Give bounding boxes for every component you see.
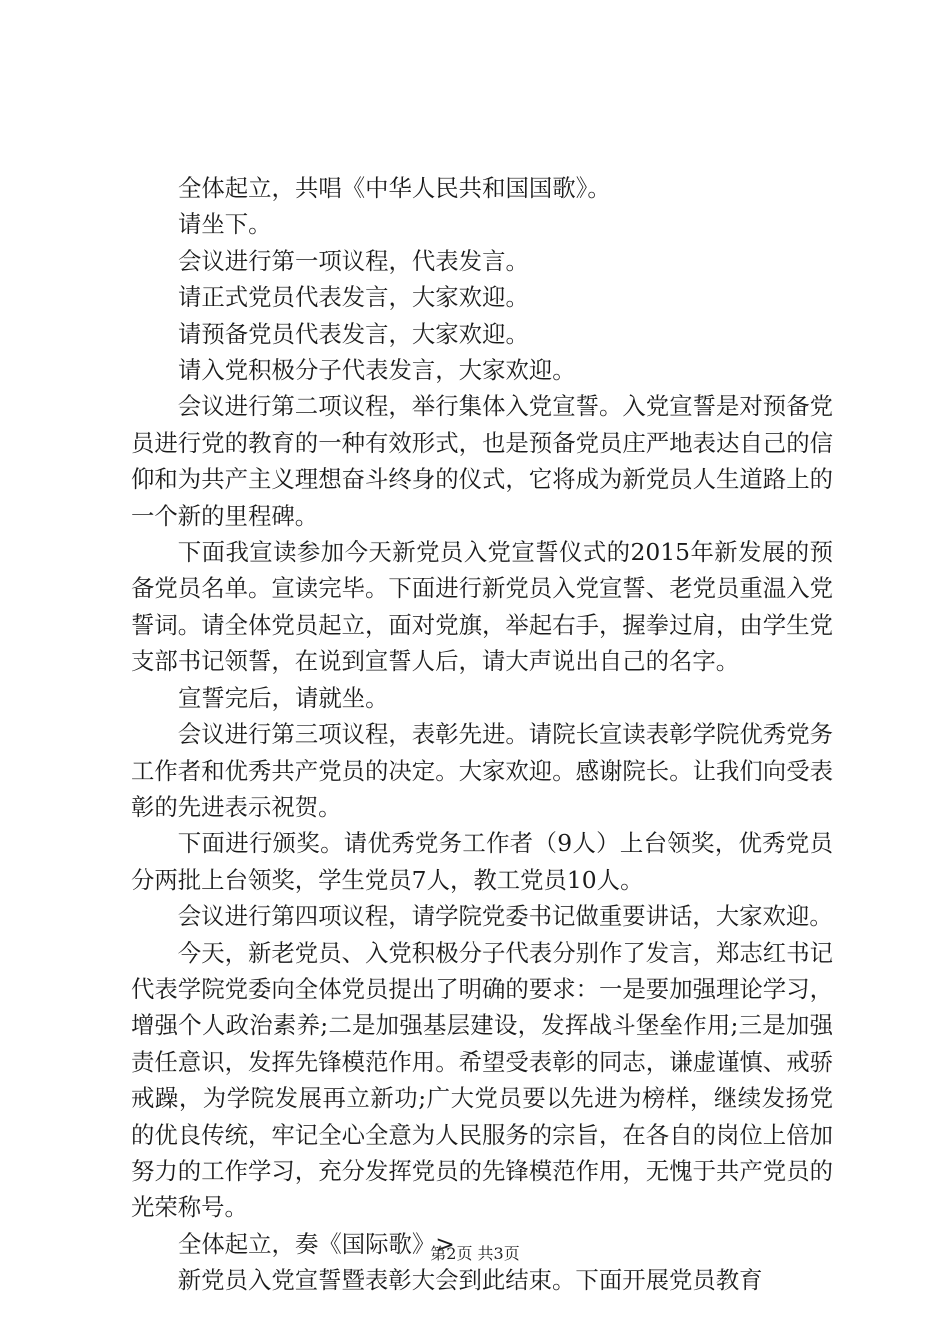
paragraph-probationary-speech: 请预备党员代表发言，大家欢迎。 bbox=[178, 319, 529, 348]
paragraph-awards: 下面进行颁奖。请优秀党务工作者（9人）上台领奖，优秀党员分两批上台领奖，学生党员7人，教工党员10人。 bbox=[131, 829, 833, 894]
paragraph-summary: 今天，新老党员、入党积极分子代表分别作了发言，郑志红书记代表学院党委向全体党员提出了明确的要求：一是要加强理论学习，增强个人政治素养;二是加强基层建设，发挥战斗堡垒作用;三是加强责任意识，发挥先锋模范作用。希望受表彰的同志，谦虚谨慎、戒骄戒躁，为学院发展再立新功;广大党员要以先进为榜样，继续发扬党的优良传统，牢记全心全意为人民服务的宗旨，在各自的岗位上倍加努力的工作学习，充分发挥党员的先锋模范作用，无愧于共产党员的光荣称号。 bbox=[131, 938, 833, 1222]
paragraph-activist-speech: 请入党积极分子代表发言，大家欢迎。 bbox=[178, 356, 576, 385]
paragraph-sit-down: 请坐下。 bbox=[178, 210, 272, 239]
paragraph-agenda-three: 会议进行第三项议程，表彰先进。请院长宣读表彰学院优秀党务工作者和优秀共产党员的决定。大家欢迎。感谢院长。让我们向受表彰的先进表示祝贺。 bbox=[131, 720, 833, 821]
paragraph-member-list: 下面我宣读参加今天新党员入党宣誓仪式的2015年新发展的预备党员名单。宣读完毕。下面进行新党员入党宣誓、老党员重温入党誓词。请全体党员起立，面对党旗，举起右手，握拳过肩，由学生党支部书记领誓，在说到宣誓人后，请大声说出自己的名字。 bbox=[131, 538, 833, 676]
paragraph-full-member-speech: 请正式党员代表发言，大家欢迎。 bbox=[178, 283, 529, 312]
paragraph-closing: 新党员入党宣誓暨表彰大会到此结束。下面开展党员教育 bbox=[177, 1266, 763, 1295]
paragraph-anthem: 全体起立，共唱《中华人民共和国国歌》。 bbox=[178, 174, 611, 202]
paragraph-after-oath: 宣誓完后，请就坐。 bbox=[178, 683, 389, 712]
paragraph-agenda-two: 会议进行第二项议程，举行集体入党宣誓。入党宣誓是对预备党员进行党的教育的一种有效形式，也是预备党员庄严地表达自己的信仰和为共产主义理想奋斗终身的仪式，它将成为新党员人生道路上的一个新的里程碑。 bbox=[131, 392, 833, 530]
document-body bbox=[131, 170, 833, 1299]
paragraph-internationale: 全体起立，奏《国际歌》> bbox=[178, 1229, 455, 1258]
paragraph-agenda-one: 会议进行第一项议程，代表发言。 bbox=[178, 246, 529, 275]
paragraph-agenda-four: 会议进行第四项议程，请学院党委书记做重要讲话，大家欢迎。 bbox=[177, 902, 833, 931]
page-number-footer: 第2页 共3页 bbox=[430, 1244, 520, 1263]
